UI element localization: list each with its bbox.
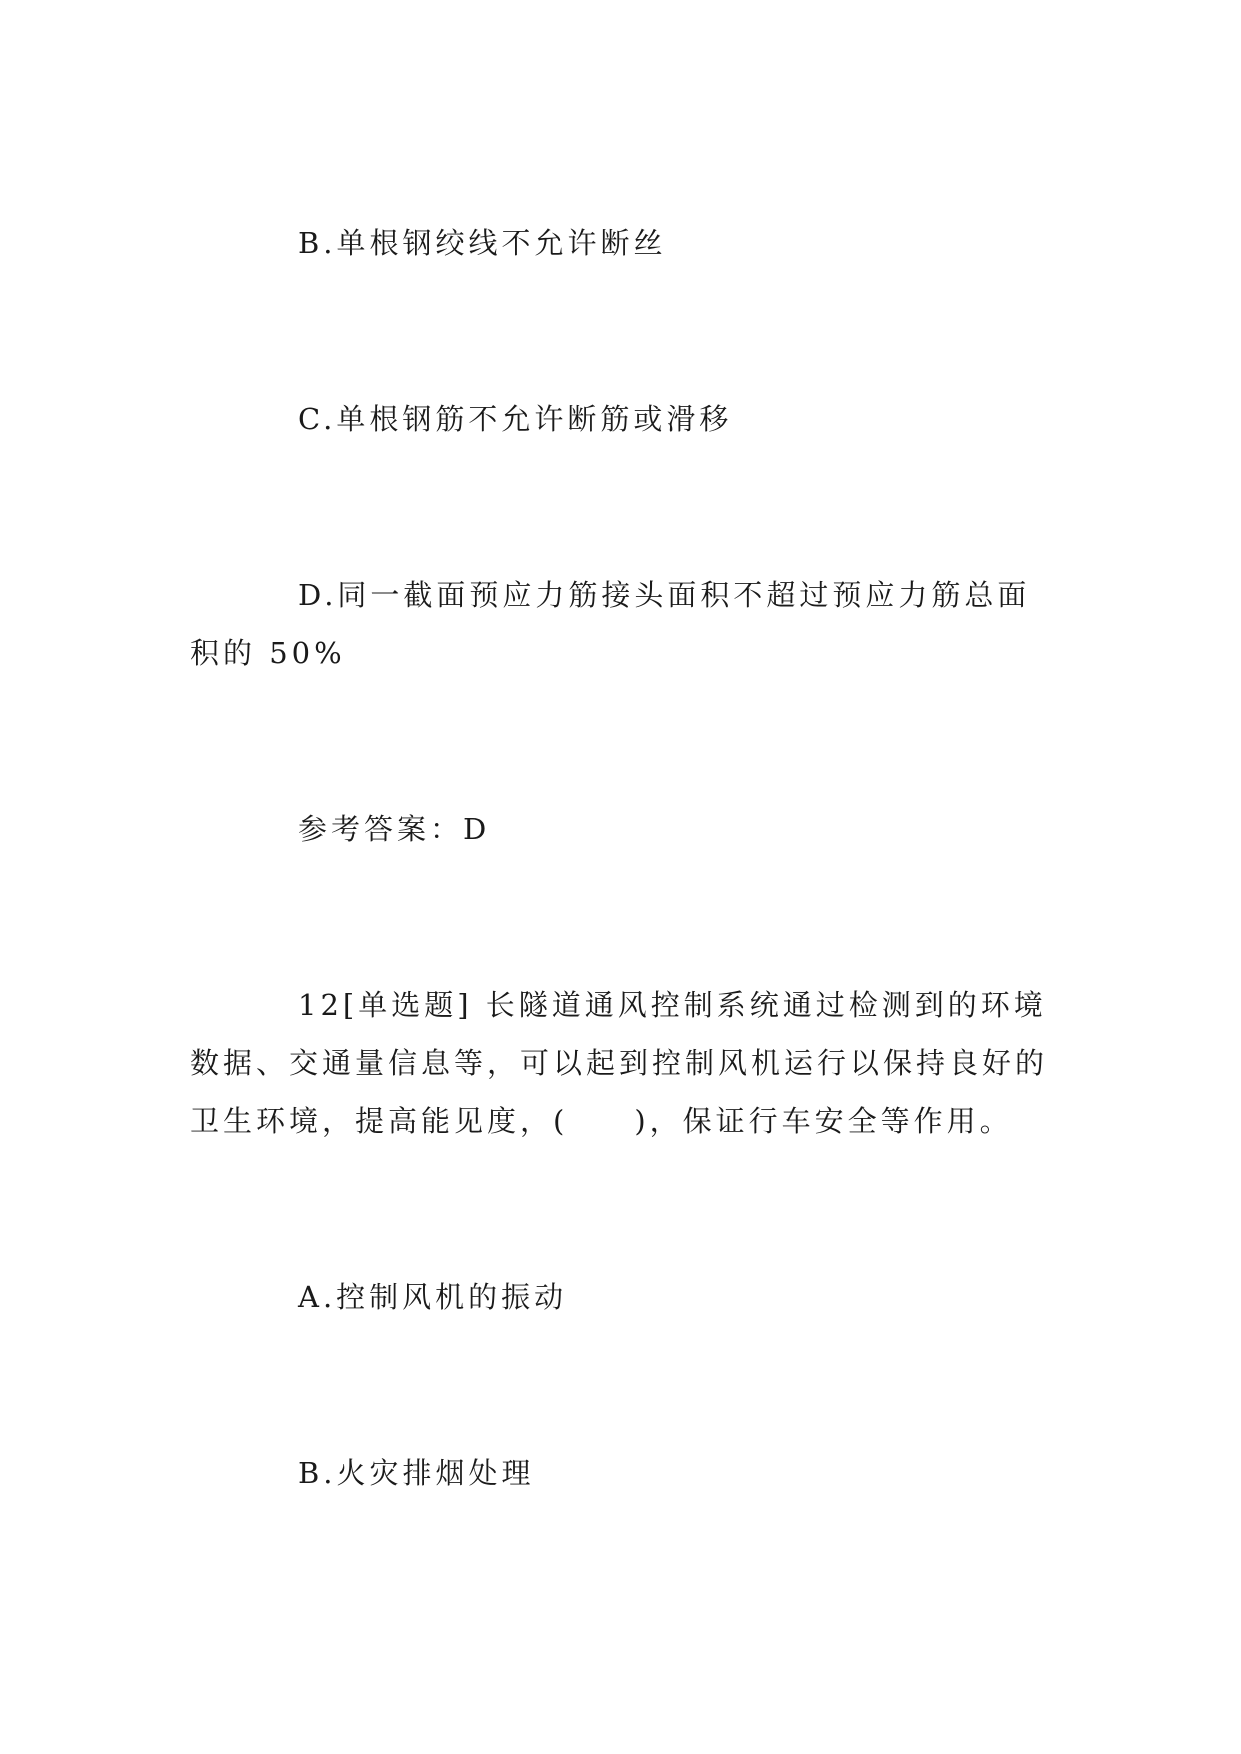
option-b-prev: B.单根钢绞线不允许断丝: [298, 226, 667, 260]
question-12-option-a: A.控制风机的振动: [298, 1280, 568, 1314]
option-c-prev: C.单根钢筋不允许断筋或滑移: [298, 402, 733, 436]
option-d-prev: D.同一截面预应力筋接头面积不超过预应力筋总面积的 50%: [190, 578, 1031, 670]
question-12-option-b: B.火灾排烟处理: [298, 1456, 535, 1490]
reference-answer: 参考答案：D: [298, 812, 491, 846]
question-12-text: 12[单选题] 长隧道通风控制系统通过检测到的环境数据、交通量信息等，可以起到控制风机运行以保持良好的卫生环境，提高能见度，( )，保证行车安全等作用。: [190, 988, 1049, 1138]
